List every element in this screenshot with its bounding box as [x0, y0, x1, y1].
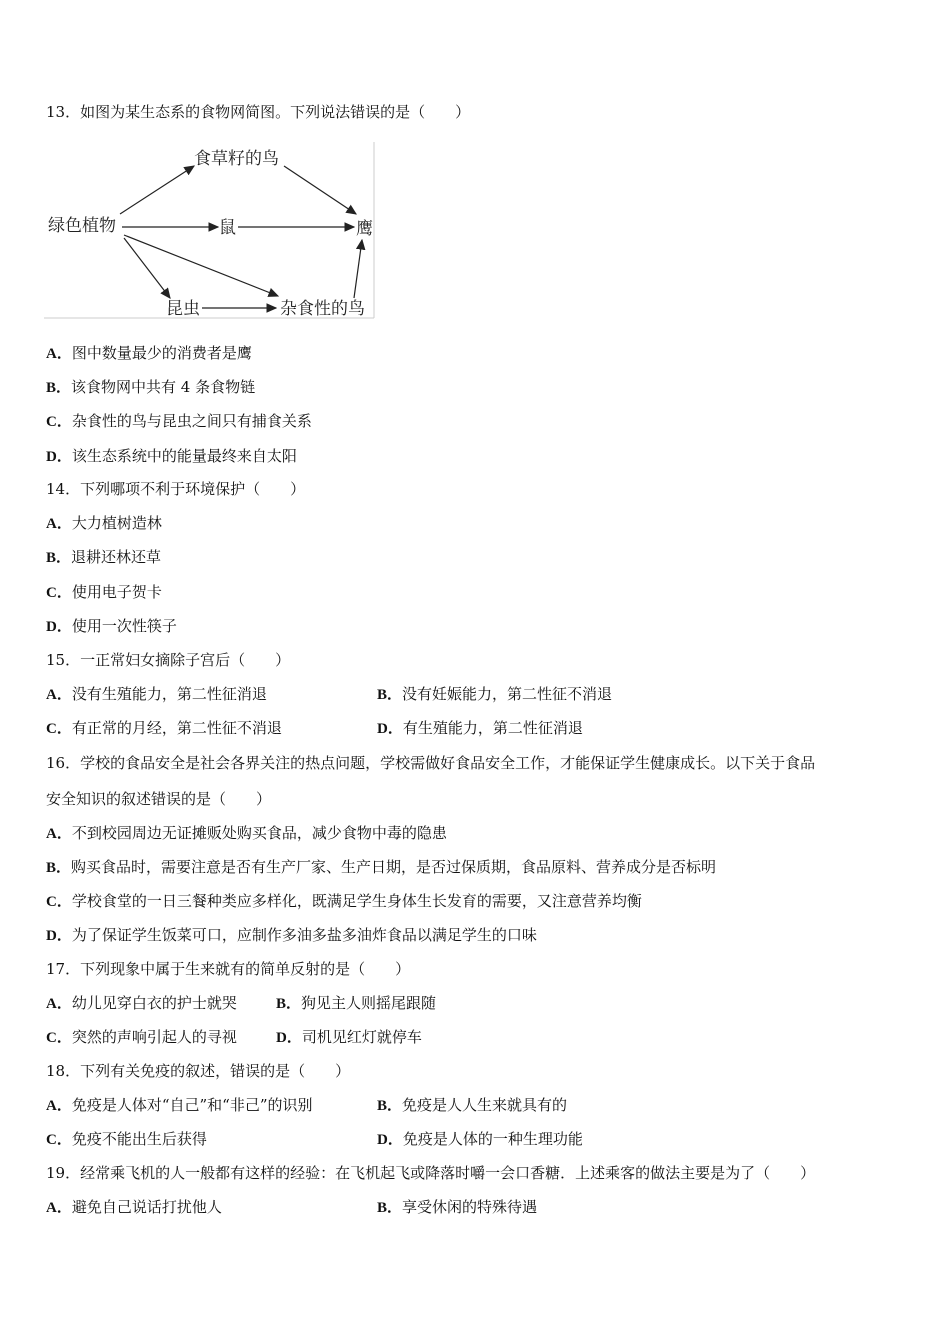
arrow-plant-to-seed-bird: [120, 166, 194, 214]
arrow-plant-to-omni-bird: [124, 235, 278, 296]
arrow-seed-bird-to-eagle: [284, 166, 356, 214]
q16-option-b[interactable]: B．购买食品时，需要注意是否有生产厂家、生产日期，是否过保质期，食品原料、营养成分是否标明: [46, 858, 717, 876]
q14-option-c[interactable]: C．使用电子贺卡: [46, 583, 162, 601]
question-17-stem: 17．下列现象中属于生来就有的简单反射的是（ ）: [46, 960, 411, 978]
node-mouse: 鼠: [219, 218, 236, 238]
q15-option-c[interactable]: C．有正常的月经，第二性征不消退: [46, 719, 282, 737]
question-14-stem: 14．下列哪项不利于环境保护（ ）: [46, 480, 306, 498]
arrow-plant-to-insect: [124, 238, 170, 298]
question-16-stem-line1: 16．学校的食品安全是社会各界关注的热点问题，学校需做好食品安全工作，才能保证学生健康成长。以下关于食品: [46, 754, 816, 772]
q14-option-d[interactable]: D．使用一次性筷子: [46, 617, 177, 635]
question-18-stem: 18．下列有关免疫的叙述，错误的是（ ）: [46, 1062, 351, 1080]
node-plant: 绿色植物: [48, 216, 116, 236]
q17-option-d[interactable]: D．司机见红灯就停车: [276, 1028, 422, 1046]
q13-option-d[interactable]: D．该生态系统中的能量最终来自太阳: [46, 447, 297, 465]
q18-option-a[interactable]: A．免疫是人体对“自己”和“非己”的识别: [46, 1096, 313, 1114]
question-15-stem: 15．一正常妇女摘除子宫后（ ）: [46, 651, 291, 669]
node-seed-bird: 食草籽的鸟: [194, 149, 279, 169]
node-omni-bird: 杂食性的鸟: [280, 299, 365, 319]
q13-option-a[interactable]: A．图中数量最少的消费者是鹰: [46, 344, 252, 362]
q14-option-b[interactable]: B．退耕还林还草: [46, 548, 162, 566]
node-insect: 昆虫: [166, 299, 200, 319]
q15-option-b[interactable]: B．没有妊娠能力，第二性征不消退: [377, 685, 613, 703]
q16-option-c[interactable]: C．学校食堂的一日三餐种类应多样化，既满足学生身体生长发育的需要，又注意营养均衡: [46, 892, 642, 910]
q13-option-c[interactable]: C．杂食性的鸟与昆虫之间只有捕食关系: [46, 412, 312, 430]
q17-option-b[interactable]: B．狗见主人则摇尾跟随: [276, 994, 437, 1012]
question-16-stem-line2: 安全知识的叙述错误的是（ ）: [46, 790, 272, 808]
q16-option-a[interactable]: A．不到校园周边无证摊贩处购买食品，减少食物中毒的隐患: [46, 824, 447, 842]
q16-option-d[interactable]: D．为了保证学生饭菜可口，应制作多油多盐多油炸食品以满足学生的口味: [46, 926, 537, 944]
q15-option-a[interactable]: A．没有生殖能力，第二性征消退: [46, 685, 267, 703]
food-web-diagram: [44, 142, 376, 320]
node-eagle: 鹰: [356, 219, 373, 239]
q15-option-d[interactable]: D．有生殖能力，第二性征消退: [377, 719, 583, 737]
q19-option-b[interactable]: B．享受休闲的特殊待遇: [377, 1198, 538, 1216]
question-13-stem: 13．如图为某生态系的食物网简图。下列说法错误的是（ ）: [46, 103, 471, 121]
q17-option-a[interactable]: A．幼儿见穿白衣的护士就哭: [46, 994, 237, 1012]
q14-option-a[interactable]: A．大力植树造林: [46, 514, 162, 532]
q13-option-b[interactable]: B．该食物网中共有 4 条食物链: [46, 378, 256, 396]
question-19-stem: 19．经常乘飞机的人一般都有这样的经验：在飞机起飞或降落时嚼一会口香糖．上述乘客的做法主要是为了（ ）: [46, 1164, 816, 1182]
q19-option-a[interactable]: A．避免自己说话打扰他人: [46, 1198, 222, 1216]
q18-option-d[interactable]: D．免疫是人体的一种生理功能: [377, 1130, 583, 1148]
q17-option-c[interactable]: C．突然的声响引起人的寻视: [46, 1028, 237, 1046]
q18-option-b[interactable]: B．免疫是人人生来就具有的: [377, 1096, 568, 1114]
arrow-omni-bird-to-eagle: [354, 240, 362, 298]
q18-option-c[interactable]: C．免疫不能出生后获得: [46, 1130, 207, 1148]
